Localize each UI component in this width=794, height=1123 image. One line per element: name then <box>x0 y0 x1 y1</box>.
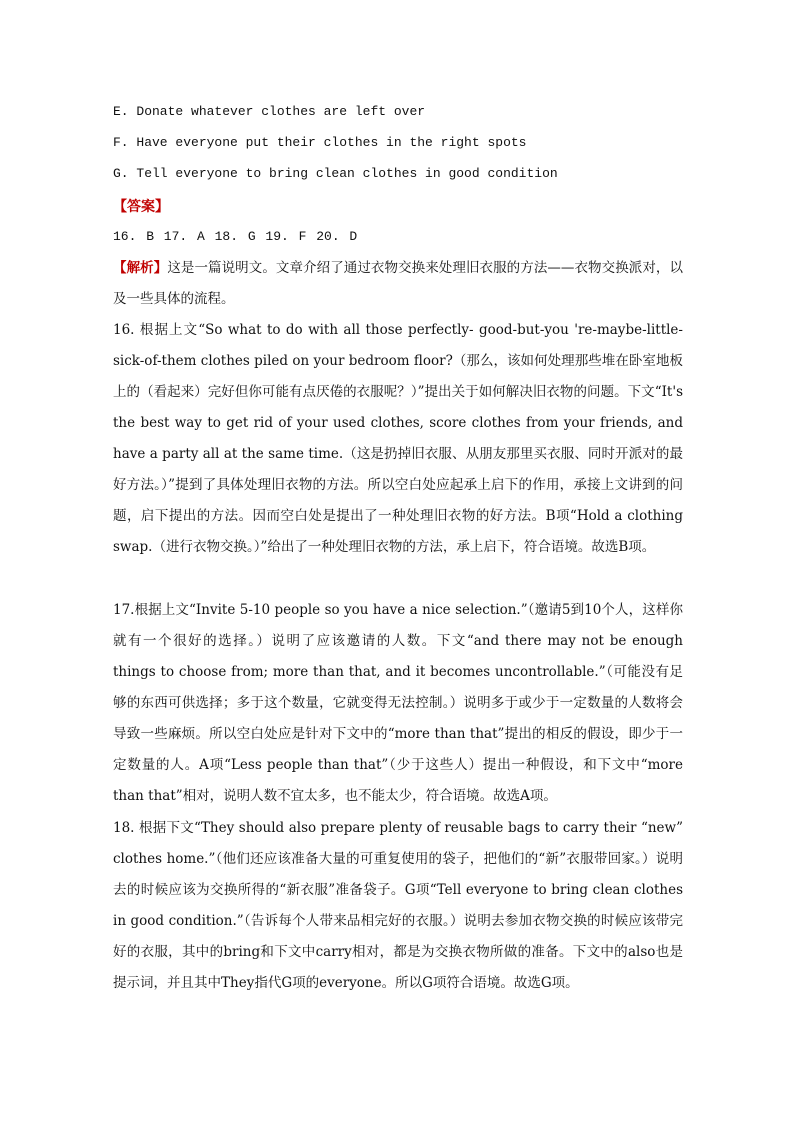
option-g: G. Tell everyone to bring clean clothes in good condition <box>113 166 558 181</box>
answer-heading: 【答案】 <box>113 199 169 215</box>
explanation-q17: 17.根据上文“Invite 5-10 people so you have a nice selection.”（邀请5到10个人，这样你就有一个很好的选择。）说明了应该邀请的人数。下文“and there may not be enough things to choose from; more than that, and it becomes uncontrollable.”（可能没有足够的东西可供选择；多于这个数量，它就变得无法控制。）说明多于或少于一定数量的人数将会导致一些麻烦。所以空白处应是针对下文中的“more than that”提出的相反的假设，即少于一定数量的人。A项“Less people than that”（少于这些人）提出一种假设，和下文中“more than that”相对，说明人数不宜太多，也不能太少，符合语境。故选A项。 <box>113 602 683 804</box>
explanation-q16: 16. 根据上文“So what to do with all those perfectly- good-but-you 're-maybe-little-sick-of-them clothes piled on your bedroom floor?（那么，该如何处理那些堆在卧室地板上的（看起来）完好但你可能有点厌倦的衣服呢？）”提出关于如何解决旧衣物的问题。下文“It's the best way to get rid of your used clothes, score clothes from your friends, and have a party all at the same time.（这是扔掉旧衣服、从朋友那里买衣服、同时开派对的最好方法。）”提到了具体处理旧衣物的方法。所以空白处应起承上启下的作用，承接上文讲到的问题，启下提出的方法。因而空白处是提出了一种处理旧衣物的好方法。B项“Hold a clothing swap.（进行衣物交换。）”给出了一种处理旧衣物的方法，承上启下，符合语境。故选B项。 <box>113 322 683 555</box>
analysis-heading: 【解析】 <box>113 260 168 276</box>
analysis-intro <box>113 253 683 315</box>
answer-list: 16. B 17. A 18. G 19. F 20. D <box>113 229 358 244</box>
explanation-q18: 18. 根据下文“They should also prepare plenty of reusable bags to carry their “new” clothes home.”（他们还应该准备大量的可重复使用的袋子，把他们的“新”衣服带回家。）说明去的时候应该为交换所得的“新衣服”准备袋子。G项“Tell everyone to bring clean clothes in good condition.”（告诉每个人带来品相完好的衣服。）说明去参加衣物交换的时候应该带完好的衣服，其中的bring和下文中carry相对，都是为交换衣物所做的准备。下文中的also也是提示词，并且其中They指代G项的everyone。所以G项符合语境。故选G项。 <box>113 820 683 991</box>
option-f: F. Have everyone put their clothes in the right spots <box>113 135 527 150</box>
analysis-intro-text: 这是一篇说明文。文章介绍了通过衣物交换来处理旧衣服的方法——衣物交换派对，以及一些具体的流程。 <box>113 260 684 307</box>
option-e: E. Donate whatever clothes are left over <box>113 104 426 119</box>
